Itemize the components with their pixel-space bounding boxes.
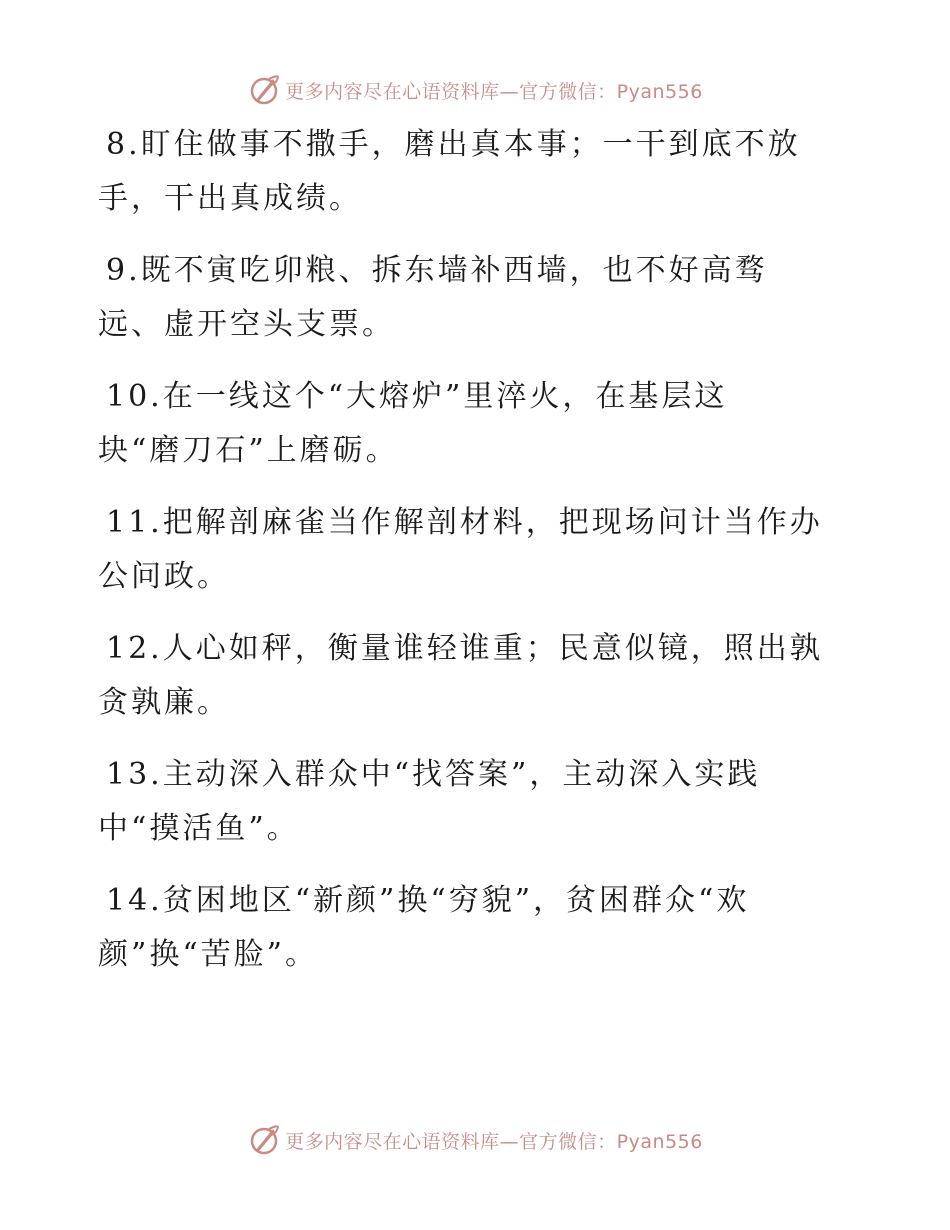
list-item [98,748,848,856]
watermark-text: 更多内容尽在心语资料库—官方微信：Pyan556 [285,1130,703,1153]
list-item-line: 远、虚开空头支票。 [98,307,395,342]
list-item-line: 10.在一线这个“大熔炉”里淬火，在基层这 [106,379,728,414]
quill-pen-icon [247,73,281,107]
list-item-line: 11.把解剖麻雀当作解剖材料，把现场问计当作办 [106,505,823,540]
header-watermark [0,70,950,110]
list-item-line: 14.贫困地区“新颜”换“穷貌”，贫困群众“欢 [106,883,750,918]
list-item [98,874,848,982]
list-item-line: 块“磨刀石”上磨砺。 [98,433,399,468]
list-item-line: 12.人心如秤，衡量谁轻谁重；民意似镜，照出孰 [106,631,823,666]
document-body [98,118,848,1000]
list-item-line: 8.盯住做事不撒手，磨出真本事；一干到底不放 [106,127,801,162]
list-item-line: 公问政。 [98,559,230,594]
list-item [98,118,848,226]
list-item [98,244,848,352]
list-item-line: 颜”换“苦脸”。 [98,937,319,972]
quill-pen-icon [247,1123,281,1157]
list-item-line: 手，干出真成绩。 [98,181,362,216]
footer-watermark [0,1120,950,1160]
watermark-text: 更多内容尽在心语资料库—官方微信：Pyan556 [285,80,703,103]
list-item-line: 中“摸活鱼”。 [98,811,300,846]
list-item [98,496,848,604]
list-item-line: 13.主动深入群众中“找答案”，主动深入实践 [106,757,761,792]
list-item [98,370,848,478]
list-item-line: 贪孰廉。 [98,685,230,720]
list-item [98,622,848,730]
list-item-line: 9.既不寅吃卯粮、拆东墙补西墙，也不好高骛 [106,253,768,288]
